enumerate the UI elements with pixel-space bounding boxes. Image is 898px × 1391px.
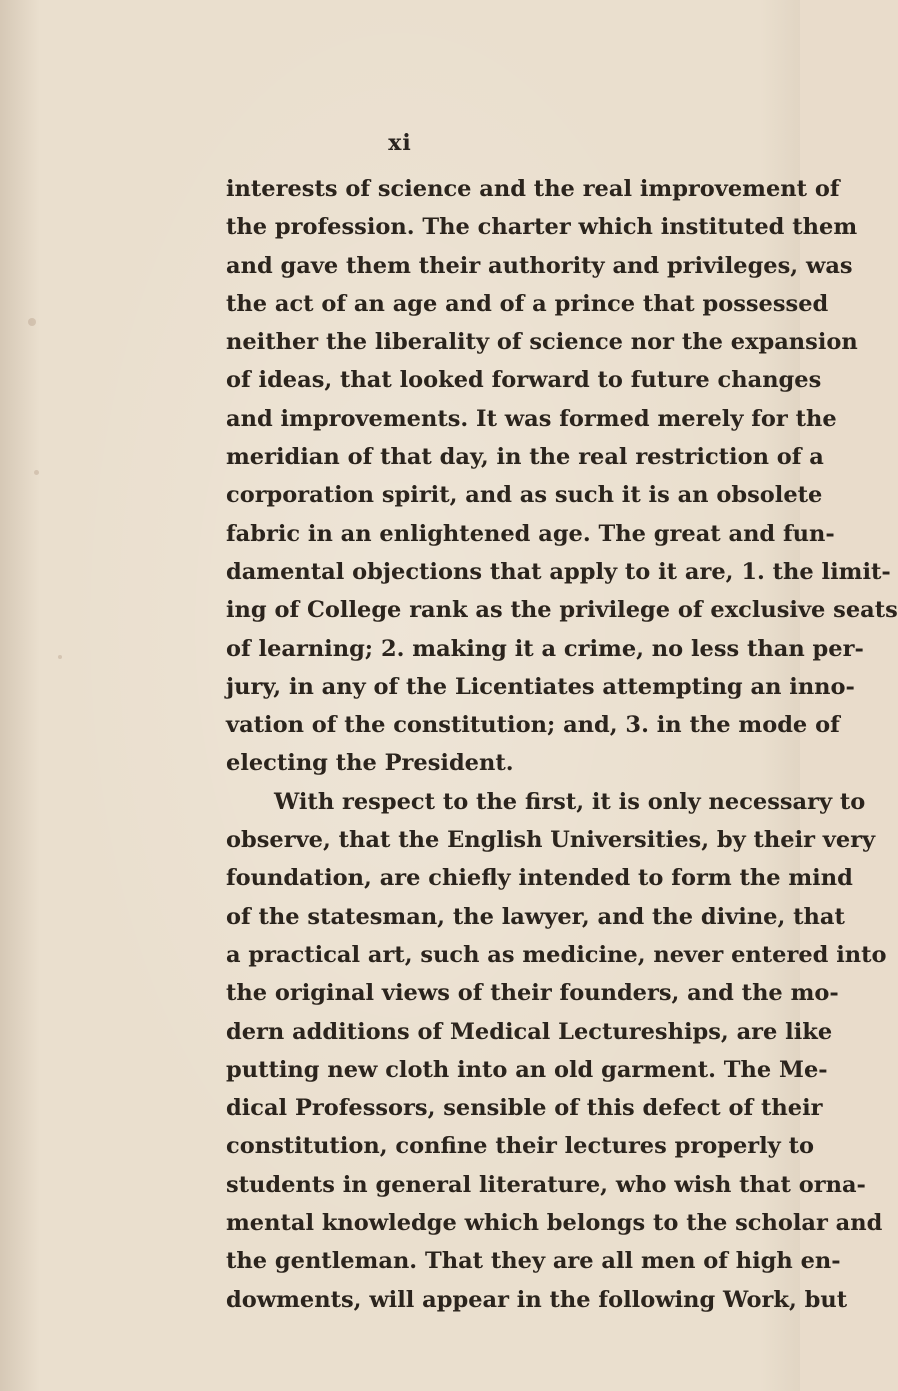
text-line: corporation spirit, and as such it is an obsolete (226, 482, 823, 509)
text-line: of learning; 2. making it a crime, no less than per- (226, 635, 864, 662)
paper-stain (58, 655, 62, 659)
paragraph-start-line: With respect to the first, it is only necessary to (274, 788, 866, 815)
text-line: ing of College rank as the privilege of exclusive seats (226, 597, 898, 624)
text-line: observe, that the English Universities, by their very (226, 827, 876, 854)
text-line: constitution, confine their lectures properly to (226, 1133, 814, 1160)
text-line: mental knowledge which belongs to the scholar and (226, 1210, 883, 1237)
page-number: xi (388, 130, 412, 156)
text-line: jury, in any of the Licentiates attempting an inno- (226, 673, 855, 700)
text-line: vation of the constitution; and, 3. in the mode of (226, 712, 840, 739)
text-line: interests of science and the real improvement of (226, 176, 840, 202)
paper-stain (28, 318, 36, 326)
text-line: of the statesman, the lawyer, and the divine, that (226, 903, 845, 930)
paper-stain (34, 470, 39, 475)
text-line: a practical art, such as medicine, never entered into (226, 941, 887, 968)
text-line: meridian of that day, in the real restriction of a (226, 444, 824, 471)
text-line: the gentleman. That they are all men of high en- (226, 1248, 841, 1275)
text-line: dowments, will appear in the following Work, but (226, 1286, 848, 1313)
text-line: foundation, are chiefly intended to form the mind (226, 865, 853, 892)
text-line: of ideas, that looked forward to future changes (226, 367, 822, 394)
text-line: students in general literature, who wish that orna- (226, 1171, 866, 1198)
body-text (226, 170, 898, 1319)
text-line: dical Professors, sensible of this defect of their (226, 1095, 823, 1122)
text-line: damental objections that apply to it are, 1. the limit- (226, 558, 891, 585)
text-line: fabric in an enlightened age. The great and fun- (226, 520, 835, 547)
text-line: electing the President. (226, 750, 514, 777)
text-line: putting new cloth into an old garment. The Me- (226, 1056, 828, 1083)
text-line: the profession. The charter which instituted them (226, 214, 858, 241)
text-line: and improvements. It was formed merely for the (226, 405, 837, 432)
text-line: the act of an age and of a prince that possessed (226, 290, 829, 317)
text-line: dern additions of Medical Lectureships, are like (226, 1018, 833, 1045)
text-line: and gave them their authority and privileges, was (226, 252, 853, 279)
text-line: the original views of their founders, and the mo- (226, 980, 839, 1007)
text-line: neither the liberality of science nor the expansion (226, 329, 858, 356)
